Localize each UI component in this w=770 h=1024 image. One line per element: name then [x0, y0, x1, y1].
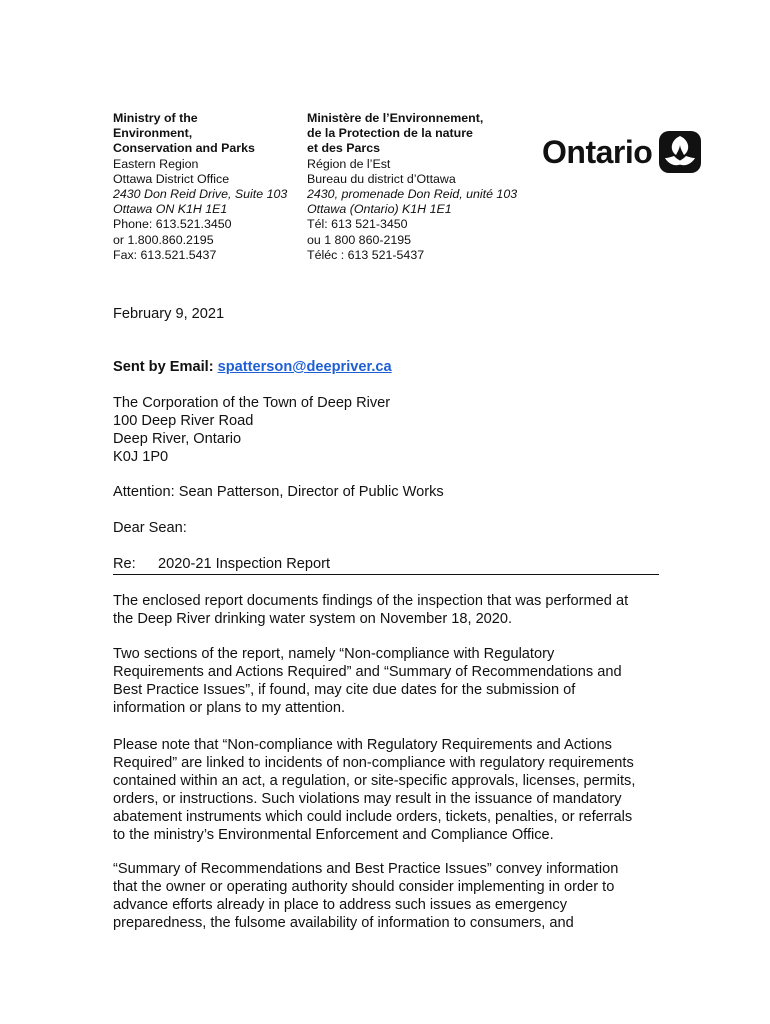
paragraph-line: Required” are linked to incidents of non-compliance with regulatory requirements — [113, 755, 634, 771]
letter-date — [113, 305, 663, 323]
paragraph-line: orders, or instructions. Such violations may result in the issuance of mandatory — [113, 791, 622, 807]
logo-wordmark: Ontario — [542, 134, 653, 170]
letterhead-french — [307, 111, 517, 263]
paragraph-line: Two sections of the report, namely “Non-compliance with Regulatory — [113, 646, 555, 662]
attention-line — [113, 483, 663, 501]
phone: Tél: 613 521-3450 — [307, 217, 408, 232]
ministry-name-line: Ministère de l’Environnement, — [307, 111, 484, 125]
ministry-name-line: Conservation and Parks — [113, 141, 255, 156]
re-label: Re: — [113, 556, 136, 572]
letterhead-english — [113, 111, 287, 263]
city-postal: Ottawa (Ontario) K1H 1E1 — [307, 202, 452, 217]
paragraph-line: advance efforts already in place to address such issues as emergency — [113, 897, 568, 913]
subject-line — [113, 555, 659, 575]
ontario-logo — [542, 130, 702, 174]
paragraph-line: contained within an act, a regulation, or site-specific approvals, licenses, permits, — [113, 773, 636, 789]
address-line: The Corporation of the Town of Deep River — [113, 395, 391, 411]
attention-text: Attention: Sean Patterson, Director of Public Works — [113, 484, 444, 500]
ministry-name-line: Environment, — [113, 126, 193, 141]
region: Région de l’Est — [307, 156, 391, 171]
paragraph — [113, 860, 663, 932]
address-line: 100 Deep River Road — [113, 413, 254, 429]
address-line: Deep River, Ontario — [113, 431, 242, 447]
sent-by-email — [113, 358, 663, 376]
paragraph-line: the Deep River drinking water system on November 18, 2020. — [113, 611, 513, 627]
paragraph-line: Requirements and Actions Required” and “Summary of Recommendations and — [113, 664, 622, 680]
street-address: 2430, promenade Don Reid, unité 103 — [307, 187, 518, 202]
toll-free: ou 1 800 860-2195 — [307, 232, 412, 247]
paragraph-line: to the ministry’s Environmental Enforcement and Compliance Office. — [113, 827, 554, 843]
phone: Phone: 613.521.3450 — [113, 217, 232, 232]
ministry-name-line: Ministry of the — [113, 111, 198, 125]
paragraph — [113, 645, 663, 717]
date-text: February 9, 2021 — [113, 306, 225, 322]
ministry-name-line: et des Parcs — [307, 141, 381, 156]
salutation — [113, 519, 663, 537]
paragraph-line: preparedness, the fulsome availability of information to consumers, and — [113, 915, 574, 931]
toll-free: or 1.800.860.2195 — [113, 232, 214, 247]
district-office: Ottawa District Office — [113, 171, 230, 186]
recipient-address — [113, 394, 663, 466]
city-postal: Ottawa ON K1H 1E1 — [113, 202, 228, 217]
paragraph-line: information or plans to my attention. — [113, 700, 345, 716]
email-link[interactable]: spatterson@deepriver.ca — [217, 359, 392, 375]
paragraph-line: that the owner or operating authority should consider implementing in order to — [113, 879, 615, 895]
fax: Fax: 613.521.5437 — [113, 247, 217, 262]
paragraph-line: The enclosed report documents findings of the inspection that was performed at — [113, 593, 629, 609]
paragraph-line: “Summary of Recommendations and Best Practice Issues” convey information — [113, 861, 619, 877]
address-line: K0J 1P0 — [113, 449, 169, 465]
ministry-name-line: de la Protection de la nature — [307, 126, 473, 141]
sent-label: Sent by Email: — [113, 359, 214, 375]
re-subject: 2020-21 Inspection Report — [158, 556, 330, 572]
paragraph — [113, 592, 663, 628]
paragraph-line: abatement instruments which could include orders, tickets, penalties, or referrals — [113, 809, 633, 825]
paragraph — [113, 736, 663, 844]
fax: Téléc : 613 521-5437 — [307, 247, 425, 262]
paragraph-line: Please note that “Non-compliance with Regulatory Requirements and Actions — [113, 737, 612, 753]
salutation-text: Dear Sean: — [113, 520, 187, 536]
region: Eastern Region — [113, 156, 199, 171]
district-office: Bureau du district d’Ottawa — [307, 171, 456, 186]
paragraph-line: Best Practice Issues”, if found, may cite due dates for the submission of — [113, 682, 576, 698]
trillium-icon — [658, 130, 702, 174]
street-address: 2430 Don Reid Drive, Suite 103 — [113, 187, 288, 202]
